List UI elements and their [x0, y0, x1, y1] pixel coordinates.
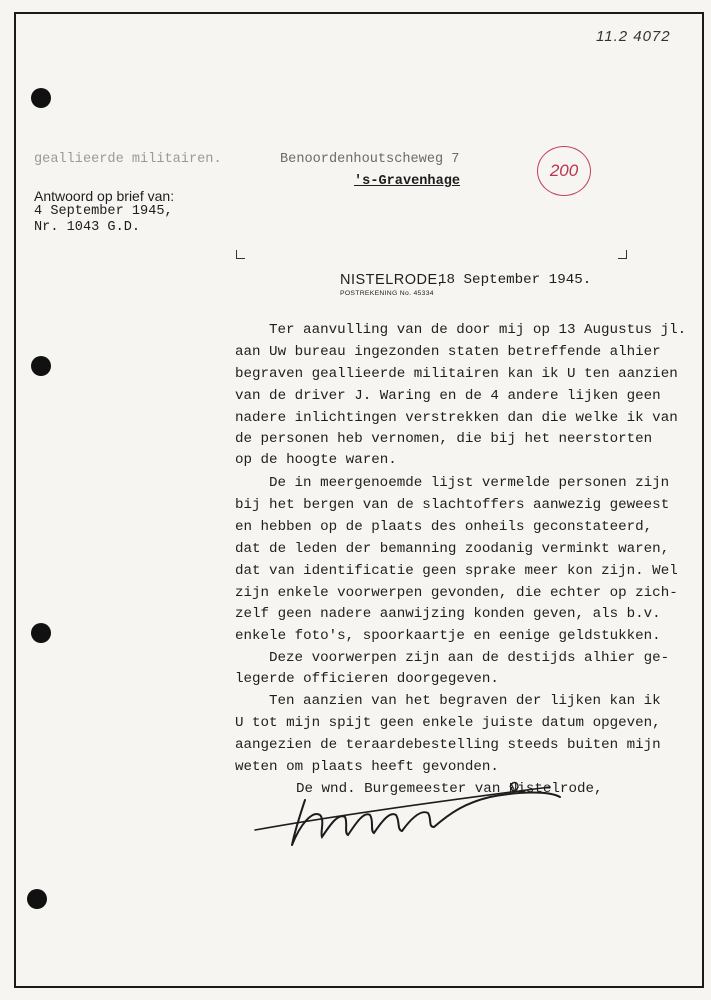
body-line: en hebben op de plaats des onheils geconstateerd,	[235, 519, 653, 535]
closing-line: De wnd. Burgemeester van Nistelrode,	[296, 781, 603, 797]
punch-hole	[31, 356, 51, 376]
punch-hole	[31, 623, 51, 643]
body-line: op de hoogte waren.	[235, 452, 397, 468]
corner-mark-left	[236, 250, 245, 259]
page-border-top	[14, 12, 704, 14]
body-line: zijn enkele voorwerpen gevonden, die echter op zich-	[235, 585, 678, 601]
postrekening: POSTREKENING No. 45334	[340, 290, 434, 297]
place: NISTELRODE,	[340, 272, 443, 288]
address-city: 's-Gravenhage	[354, 174, 461, 189]
body-line: Ter aanvulling van de door mij op 13 Augustus jl.	[269, 322, 687, 338]
corner-mark-right	[618, 250, 627, 259]
address-street: Benoordenhoutscheweg 7	[280, 152, 460, 167]
body-line: enkele foto's, spoorkaartje en eenige geldstukken.	[235, 628, 661, 644]
body-line: dat de leden der bemanning zoodanig verminkt waren,	[235, 541, 670, 557]
body-line: Ten aanzien van het begraven der lijken kan ik	[269, 693, 661, 709]
body-line: zelf geen nadere aanwijzing konden geven, als b.v.	[235, 606, 661, 622]
signature	[250, 775, 570, 855]
body-line: bij het bergen van de slachtoffers aanwezig geweest	[235, 497, 670, 513]
reply-label: Antwoord op brief van:	[34, 188, 175, 204]
body-line: U tot mijn spijt geen enkele juiste datum opgeven,	[235, 715, 661, 731]
body-line: Deze voorwerpen zijn aan de destijds alhier ge-	[269, 650, 670, 666]
body-line: legerde officieren doorgegeven.	[235, 671, 499, 687]
letter-date: 18 September 1945.	[438, 272, 592, 288]
sender-line: geallieerde militairen.	[34, 152, 222, 167]
body-line: aangezien de teraardebestelling steeds buiten mijn	[235, 737, 661, 753]
page-number-stamp: 200	[537, 146, 591, 196]
archive-reference: 11.2 4072	[596, 28, 671, 45]
page-border-left	[14, 12, 16, 988]
body-line: De in meergenoemde lijst vermelde personen zijn	[269, 475, 670, 491]
reply-date: 4 September 1945,	[34, 204, 173, 219]
punch-hole	[27, 889, 47, 909]
body-line: aan Uw bureau ingezonden staten betreffende alhier	[235, 344, 661, 360]
page-border-bottom	[14, 986, 704, 988]
body-line: weten om plaats heeft gevonden.	[235, 759, 499, 775]
body-line: begraven geallieerde militairen kan ik U ten aanzien	[235, 366, 678, 382]
body-line: nadere inlichtingen verstrekken dan die welke ik van	[235, 410, 678, 426]
body-line: de personen heb vernomen, die bij het neerstorten	[235, 431, 653, 447]
punch-hole	[31, 88, 51, 108]
body-line: van de driver J. Waring en de 4 andere lijken geen	[235, 388, 661, 404]
body-line: dat van identificatie geen sprake meer kon zijn. Wel	[235, 563, 678, 579]
reply-number: Nr. 1043 G.D.	[34, 220, 141, 235]
page-border-right	[702, 12, 704, 988]
